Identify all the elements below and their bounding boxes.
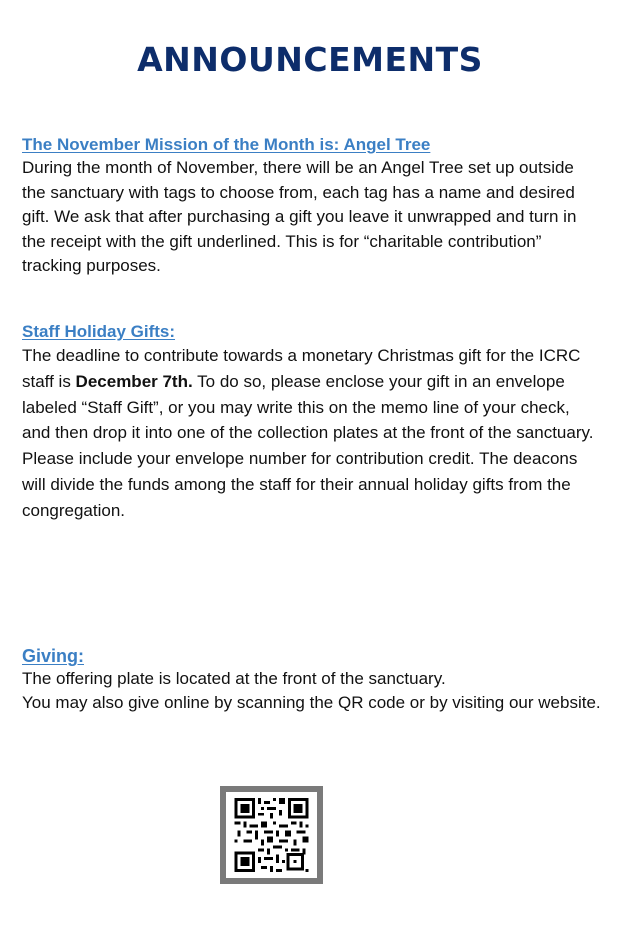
staff-gifts-body <box>22 343 602 524</box>
mission-body: During the month of November, there will be an Angel Tree set up outside the sanctuary with tags to choose from, each tag has a name and desired gift. We ask that after purchasing a gift you leave it unwrapped and turn in the receipt with the gift underlined. This is for “charitable contribution” tracking purposes. <box>22 158 577 275</box>
giving-heading: Giving: <box>22 646 84 666</box>
mission-section <box>22 134 602 279</box>
qr-code[interactable] <box>220 786 323 884</box>
staff-gifts-section <box>22 321 602 524</box>
mission-heading: The November Mission of the Month is: Angel Tree <box>22 135 431 154</box>
giving-line-2: You may also give online by scanning the QR code or by visiting our website. <box>22 693 601 712</box>
giving-section <box>22 645 602 715</box>
staff-gifts-heading: Staff Holiday Gifts: <box>22 322 176 341</box>
staff-gifts-deadline: December 7th. <box>75 371 193 391</box>
staff-gifts-body-start: The deadline to contribute towards a monetary Christmas gift for the ICRC staff is <box>22 346 581 391</box>
page-title: ANNOUNCEMENTS <box>137 40 483 79</box>
staff-gifts-body-end: To do so, please enclose your gift in an envelope labeled “Staff Gift”, or you may write this on the memo line of your check, and then drop it into one of the collection plates at the front of the sanctuary. Please include your envelope number for contribution credit. The deacons will divide the funds among the staff for their annual holiday gifts from the congregation. <box>22 371 594 520</box>
qr-code-icon <box>226 792 317 878</box>
giving-line-1: The offering plate is located at the front of the sanctuary. <box>22 669 446 688</box>
